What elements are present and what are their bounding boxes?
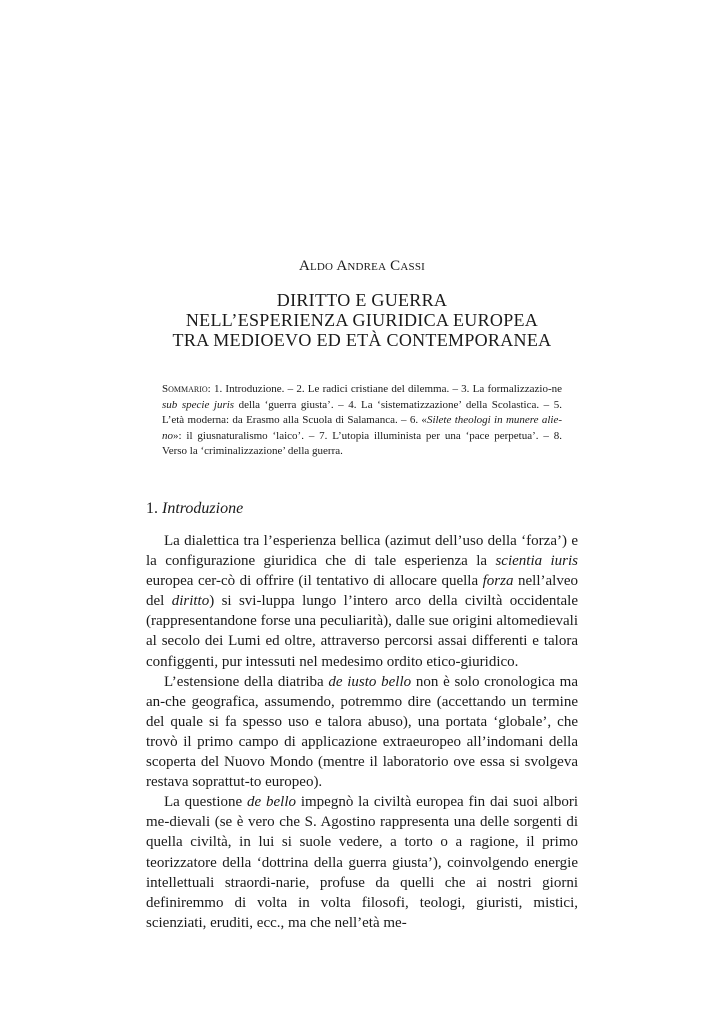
title-line-1: DIRITTO E GUERRA [276, 290, 448, 310]
p1-italic-b: scientia iuris [495, 553, 579, 570]
p1-text-a: La dialettica tra l’esperienza bellica (azimut dell’uso della ‘forza’) e la configurazione giuridica che di tale esperienza la [146, 533, 578, 570]
summary-text-1: 1. Introduzione. – 2. Le radici cristiane del dilemma. – 3. La formalizzazio-ne [210, 383, 562, 395]
summary-block [162, 382, 562, 460]
body-text [146, 531, 578, 933]
p1-italic-d: forza [482, 573, 514, 590]
section-number: 1. [146, 500, 158, 517]
p2-text-a: L’estensione della diatriba [164, 673, 329, 690]
p2-italic-b: de iusto bello [328, 673, 412, 690]
p3-text-a: La questione [164, 794, 247, 811]
p1-text-g: ) si svi-luppa lungo l’intero arco della civiltà occidentale (rappresentandone forse una peculiarità), dalle sue origini altomedievali al secolo dei Lumi ed oltre, attraverso percorsi assai differenti e talora configgenti, pur intessuti nel medesimo ordito etico-giuridico. [146, 593, 579, 670]
p2-text-c: non è solo cronologica ma an-che geografica, assumendo, potremmo dire (accettando un termine del quale si fa spesso uso e talora abuso), una portata ‘globale’, che trovò il primo campo di applicazione extraeuropeo all’indomani della scoperta del Nuovo Mondo (mentre il laboratorio ove essa si svolgeva restava soprattut-to europeo). [146, 673, 579, 791]
p1-italic-f: diritto [171, 593, 210, 610]
section-heading [146, 499, 243, 519]
summary-text-2: della ‘guerra giusta’. – 4. La ‘sistematizzazione’ della Scolastica. – 5. L’età moderna: da Erasmo alla Scuola di Salamanca. – 6. « [162, 398, 562, 426]
title-line-2: NELL’ESPERIENZA GIURIDICA EUROPEA [185, 310, 539, 330]
p3-text-c: impegnò la civiltà europea fin dai suoi albori me-dievali (se è vero che S. Agostino rappresenta una delle sorgenti di quella civiltà, in lui si suole vedere, a torto o a ragione, il primo teorizzatore della ‘dottrina della guerra giusta’), coinvolgendo energie intellettuali straordi-narie, profuse da quelli che ai nostri giorni definiremmo di volta in volta filosofi, teologi, giuristi, mistici, scienziati, eruditi, ecc., ma che nell’età me- [146, 794, 578, 931]
summary-label: Sommario: [162, 383, 211, 395]
article-title [0, 290, 724, 350]
paragraph-1 [146, 531, 578, 672]
summary-text-3: »: il giusnaturalismo ‘laico’. – 7. L’utopia illuminista per una ‘pace perpetua’. – 8. Verso la ‘criminalizzazione’ della guerra. [162, 429, 562, 457]
section-title: Introduzione [162, 500, 244, 517]
paragraph-2 [146, 672, 578, 793]
summary-italic-2: Silete theologi in munere alie-no [162, 414, 562, 442]
paragraph-3 [146, 792, 578, 933]
summary-italic-1: sub specie juris [162, 398, 235, 411]
author-name: Aldo Andrea Cassi [298, 258, 426, 274]
p3-italic-b: de bello [247, 794, 296, 811]
p1-text-e: nell’alveo del [146, 573, 578, 610]
p1-text-c: europea cer-cò di offrire (il tentativo di allocare quella [146, 573, 483, 590]
title-line-3: TRA MEDIOEVO ED ETÀ CONTEMPORANEA [172, 330, 552, 350]
